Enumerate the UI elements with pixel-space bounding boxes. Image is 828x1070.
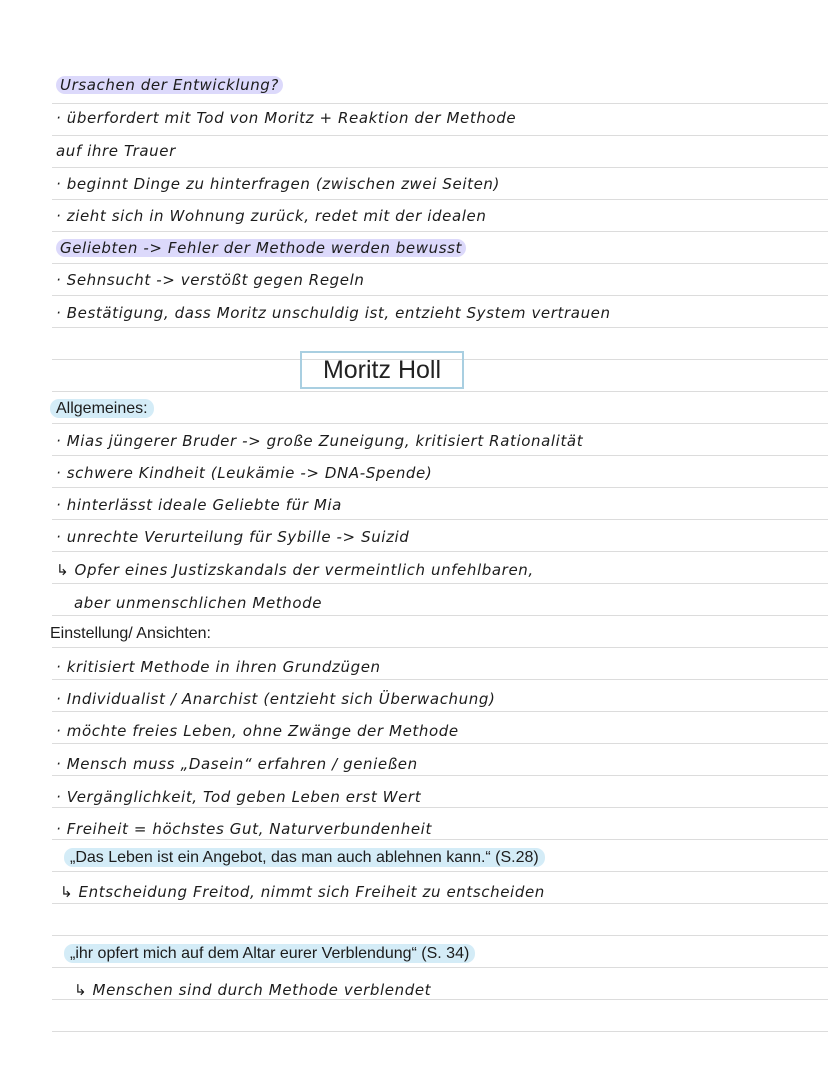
note-line: aber unmenschlichen Methode (74, 594, 323, 612)
note-line: auf ihre Trauer (56, 142, 176, 160)
note-line: Geliebten -> Fehler der Methode werden bewusst (56, 239, 466, 257)
note-line: · hinterlässt ideale Geliebte für Mia (56, 496, 342, 514)
note-line: · Individualist / Anarchist (entzieht sich Überwachung) (56, 690, 496, 708)
note-line: · Sehnsucht -> verstößt gegen Regeln (56, 271, 365, 289)
note-line: · kritisiert Methode in ihren Grundzügen (56, 658, 381, 676)
note-line: · zieht sich in Wohnung zurück, redet mit der idealen (56, 207, 487, 225)
note-line: · Bestätigung, dass Moritz unschuldig ist, entzieht System vertrauen (56, 304, 611, 322)
quote-1: „Das Leben ist ein Angebot, das man auch ablehnen kann.“ (S.28) (64, 849, 545, 867)
note-line: · Mias jüngerer Bruder -> große Zuneigung, kritisiert Rationalität (56, 432, 584, 450)
page-title: Moritz Holl (300, 351, 464, 389)
note-line: ↳ Opfer eines Justizskandals der vermeintlich unfehlbaren, (56, 561, 534, 579)
note-line: · Freiheit = höchstes Gut, Naturverbundenheit (56, 820, 432, 838)
note-line: · beginnt Dinge zu hinterfragen (zwischen zwei Seiten) (56, 175, 500, 193)
note-line: · überfordert mit Tod von Moritz + Reaktion der Methode (56, 109, 517, 127)
quote-2-note: ↳ Menschen sind durch Methode verblendet (74, 981, 432, 999)
quote-1-note: ↳ Entscheidung Freitod, nimmt sich Freiheit zu entscheiden (60, 883, 545, 901)
note-line: · möchte freies Leben, ohne Zwänge der Methode (56, 722, 459, 740)
quote-2: „ihr opfert mich auf dem Altar eurer Verblendung“ (S. 34) (64, 945, 475, 963)
section-heading-allgemeines: Allgemeines: (50, 400, 154, 418)
note-line: · Vergänglichkeit, Tod geben Leben erst Wert (56, 788, 422, 806)
section-heading-ursachen: Ursachen der Entwicklung? (56, 76, 283, 94)
section-heading-einstellung: Einstellung/ Ansichten: (50, 625, 211, 642)
note-line: · schwere Kindheit (Leukämie -> DNA-Spende) (56, 464, 433, 482)
note-line: · Mensch muss „Dasein“ erfahren / genießen (56, 755, 418, 773)
note-line: · unrechte Verurteilung für Sybille -> Suizid (56, 528, 410, 546)
